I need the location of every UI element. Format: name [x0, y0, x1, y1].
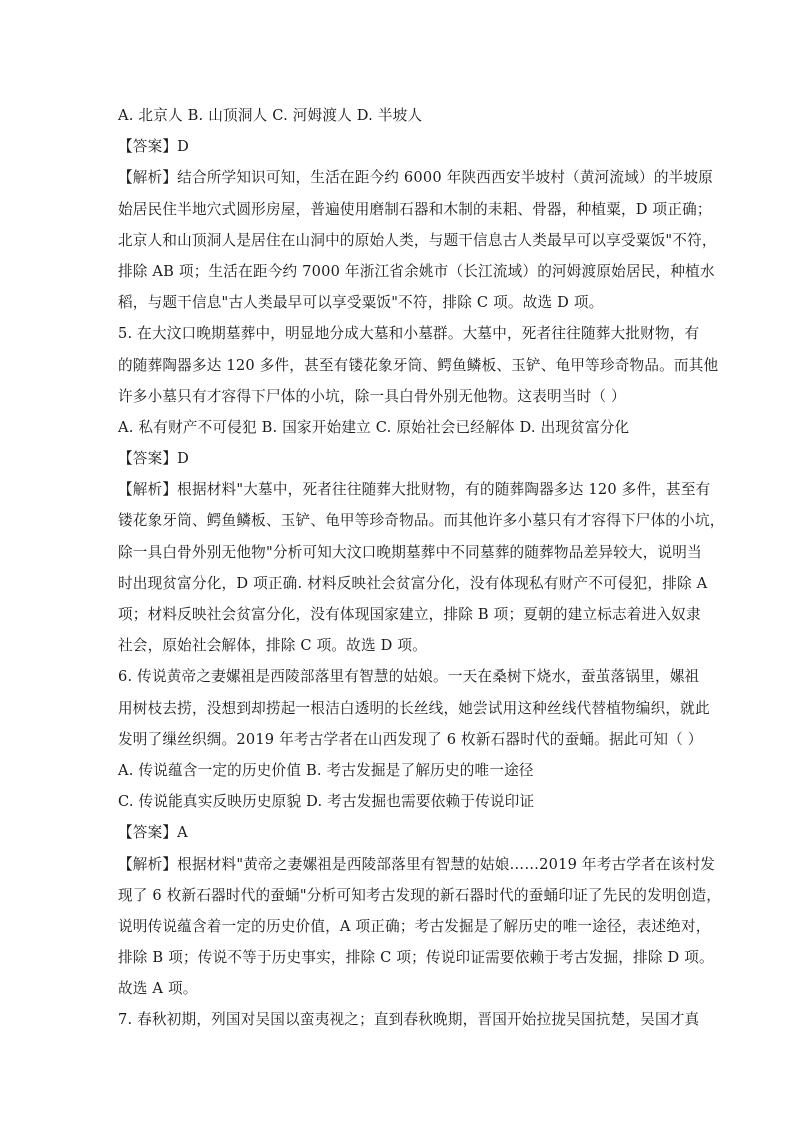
q6-stem-line-2: 用树枝去捞，没想到却捞起一根洁白透明的长丝线，她尝试用这种丝线代替植物编织，就此: [118, 699, 710, 717]
q6-answer: 【答案】A: [118, 824, 188, 842]
q4-analysis-line-1: 【解析】结合所学知识可知，生活在距今约 6000 年陕西西安半坡村（黄河流域）的半坡原: [118, 169, 713, 187]
q6-stem-line-3: 发明了缫丝织绸。2019 年考古学者在山西发现了 6 枚新石器时代的蚕蛹。据此可知（ ）: [118, 730, 703, 748]
q6-analysis-line-1: 【解析】根据材料"黄帝之妻嫘祖是西陵部落里有智慧的姑娘……2019 年考古学者在该村发: [118, 855, 716, 873]
q5-stem-line-1: 5. 在大汶口晚期墓葬中，明显地分成大墓和小墓群。大墓中，死者往往随葬大批财物，有: [118, 325, 700, 343]
q4-analysis-line-5: 稻，与题干信息"古人类最早可以享受粟饭"不符，排除 C 项。故选 D 项。: [118, 294, 604, 312]
q6-analysis-line-5: 故选 A 项。: [118, 980, 198, 998]
q6-analysis-line-3: 说明传说蕴含着一定的历史价值，A 项正确；考古发掘是了解历史的唯一途径，表述绝对，: [118, 917, 711, 935]
q5-options: A. 私有财产不可侵犯 B. 国家开始建立 C. 原始社会已经解体 D. 出现贫富分化: [118, 418, 630, 436]
document-body: [118, 100, 725, 1036]
q6-options-cd: C. 传说能真实反映历史原貌 D. 考古发掘也需要依赖于传说印证: [118, 793, 535, 811]
q5-stem-line-2: 的随葬陶器多达 120 多件，甚至有镂花象牙筒、鳄鱼鳞板、玉铲、龟甲等珍奇物品。而其他: [118, 356, 719, 374]
q5-analysis-line-4: 时出现贫富分化，D 项正确. 材料反映社会贫富分化，没有体现私有财产不可侵犯，排除 A: [118, 574, 708, 592]
q4-analysis-line-4: 排除 AB 项；生活在距今约 7000 年浙江省余姚市（长江流域）的河姆渡原始居民，种植水: [118, 262, 715, 280]
q5-analysis-line-6: 社会，原始社会解体，排除 C 项。故选 D 项。: [118, 637, 427, 655]
q7-stem-line-1: 7. 春秋初期，列国对吴国以蛮夷视之；直到春秋晚期，晋国开始拉拢吴国抗楚，吴国才真: [118, 1011, 700, 1029]
q5-analysis-line-5: 项；材料反映社会贫富分化，没有体现国家建立，排除 B 项；夏朝的建立标志着进入奴隶: [118, 606, 701, 623]
q4-analysis-line-2: 始居民住半地穴式圆形房屋，普遍使用磨制石器和木制的耒耜、骨器，种植粟，D 项正确；: [118, 200, 712, 218]
q4-options: A. 北京人 B. 山顶洞人 C. 河姆渡人 D. 半坡人: [118, 107, 423, 124]
q4-answer: 【答案】D: [118, 138, 190, 156]
q6-stem-line-1: 6. 传说黄帝之妻嫘祖是西陵部落里有智慧的姑娘。一天在桑树下烧水，蚕茧落锅里，嫘祖: [118, 668, 700, 686]
q5-analysis-line-3: 除一具白骨外别无他物"分析可知大汶口晚期墓葬中不同墓葬的随葬物品差异较大，说明当: [118, 543, 702, 561]
q4-analysis-line-3: 北京人和山顶洞人是居住在山洞中的原始人类，与题干信息古人类最早可以享受粟饭"不符，: [118, 231, 717, 249]
q5-answer: 【答案】D: [118, 450, 190, 468]
q5-analysis-line-1: 【解析】根据材料"大墓中，死者往往随葬大批财物，有的随葬陶器多达 120 多件，甚至有: [118, 481, 711, 499]
q6-options-ab: A. 传说蕴含一定的历史价值 B. 考古发掘是了解历史的唯一途径: [118, 761, 534, 779]
q6-analysis-line-4: 排除 B 项；传说不等于历史事实，排除 C 项；传说印证需要依赖于考古发掘，排除 D 项。: [118, 949, 714, 967]
q5-stem-line-3: 许多小墓只有才容得下尸体的小坑，除一具白骨外别无他物。这表明当时（ ）: [118, 387, 626, 405]
q5-analysis-line-2: 镂花象牙筒、鳄鱼鳞板、玉铲、龟甲等珍奇物品。而其他许多小墓只有才容得下尸体的小坑，: [118, 512, 725, 530]
q6-analysis-line-2: 现了 6 枚新石器时代的蚕蛹"分析可知考古发现的新石器时代的蚕蛹印证了先民的发明创造，: [118, 886, 722, 904]
